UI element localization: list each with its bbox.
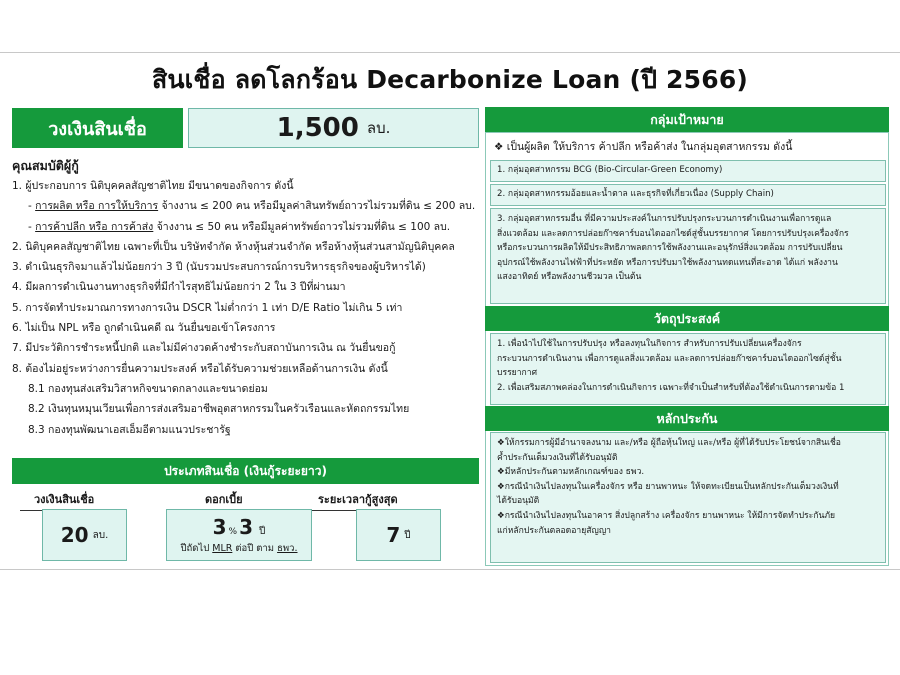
credit-limit-amount: 1,500 (276, 113, 359, 143)
interest-rate-value: 3 (212, 514, 227, 539)
sub-trade-rest: จ้างงาน ≤ 50 คน หรือมีมูลค่าทรัพย์ถาวรไม่รวมที่ดิน ≤ 100 ลบ. (153, 220, 451, 233)
qualifications-list (12, 176, 482, 440)
bottom-divider (0, 569, 900, 570)
fund-item-8-1: 8.1 กองทุนส่งเสริมวิสาหกิจขนาดกลางและขนาดย่อม (28, 382, 268, 395)
qualification-item-3: 3. ดำเนินธุรกิจมาแล้วไม่น้อยกว่า 3 ปี (นับรวมประสบการณ์การบริหารธุรกิจของผู้บริหารได้) (12, 261, 426, 274)
target-group-intro: ❖ เป็นผู้ผลิต ให้บริการ ค้าปลีก หรือค้าส่ง ในกลุ่มอุตสาหกรรม ดังนี้ (494, 141, 793, 153)
credit-limit-unit: ลบ. (366, 119, 391, 137)
qualification-sub-trade (12, 217, 482, 237)
max-term-heading: ระยะเวลากู้สูงสุด (318, 490, 398, 508)
credit-limit-value-box (188, 108, 479, 148)
loan-limit-heading: วงเงินสินเชื่อ (34, 490, 94, 508)
max-term-box (356, 509, 441, 561)
fund-item-8-2: 8.2 เงินทุนหมุนเวียนเพื่อการส่งเสริมอาชีพอุตสาหกรรมในครัวเรือนและหัตถกรรมไทย (28, 403, 410, 416)
loan-type-bar: ประเภทสินเชื่อ (เงินกู้ระยะยาว) (12, 458, 479, 484)
interest-years-value: 3 (239, 514, 254, 539)
credit-limit-label: วงเงินสินเชื่อ (12, 108, 183, 148)
qualification-item-8: 8. ต้องไม่อยู่ระหว่างการยื่นความประสงค์ หรือได้รับความช่วยเหลือด้านการเงิน ดังนี้ (12, 362, 388, 375)
page-title: สินเชื่อ ลดโลกร้อน Decarbonize Loan (ปี 2566) (151, 65, 749, 94)
loan-limit-value: 20 (60, 523, 89, 547)
interest-years-unit: ปี (259, 525, 266, 537)
target-group-heading: กลุ่มเป้าหมาย (485, 107, 889, 132)
qualification-sub-production (12, 196, 482, 216)
qualification-item-1: 1. ผู้ประกอบการ นิติบุคคลสัญชาติไทย มีขนาดของกิจการ ดังนี้ (12, 180, 294, 192)
qualification-item-5: 5. การจัดทำประมาณการทางการเงิน DSCR ไม่ต่ำกว่า 1 เท่า D/E Ratio ไม่เกิน 5 เท่า (12, 301, 403, 314)
interest-box (166, 509, 312, 561)
qualification-item-2: 2. นิติบุคคลสัญชาติไทย เฉพาะที่เป็น บริษัทจำกัด ห้างหุ้นส่วนจำกัด หรือห้างหุ้นส่วนสามัญนิติบุคคล (12, 240, 455, 253)
sub-production-rest: จ้างงาน ≤ 200 คน หรือมีมูลค่าสินทรัพย์ถาวรไม่รวมที่ดิน ≤ 200 ลบ. (158, 200, 476, 213)
sub-trade-label: การค้าปลีก หรือ การค้าส่ง (35, 220, 154, 233)
objectives-box: 1. เพื่อนำไปใช้ในการปรับปรุง หรือลงทุนในกิจการ สำหรับการปรับเปลี่ยนเครื่องจักร กระบวนการดำเนินงาน เพื่อการดูแลสิ่งแวดล้อม และลดการปล่อยก๊าซคาร์บอนไดออกไซด์สู่ชั้น บรรยากาศ 2. เพื่อเสริมสภาพคล่องในการดำเนินกิจการ เฉพาะที่จำเป็นสำหรับที่ต้องใช้ดำเนินการตามข้อ 1 (490, 333, 886, 405)
max-term-unit: ปี (404, 529, 411, 541)
max-term-value: 7 (386, 523, 401, 547)
fund-item-8-3: 8.3 กองทุนพัฒนาเอสเอ็มอีตามแนวประชารัฐ (28, 423, 231, 436)
interest-note: ปีถัดไป MLR ต่อปี ตาม ธพว. (180, 542, 298, 554)
qualifications-heading: คุณสมบัติผู้กู้ (12, 158, 79, 173)
target-group-3: 3. กลุ่มอุตสาหกรรมอื่น ที่มีความประสงค์ในการปรับปรุงกระบวนการดำเนินงานเพื่อการดูแล สิ่งแวดล้อม และลดการปล่อยก๊าซคาร์บอนไดออกไซด์สู่ชั้นบรรยากาศ โดยการปรับปรุงเครื่องจักร หรือกระบวนการผลิตให้มีประสิทธิภาพลดการใช้พลังงานและอนุรักษ์สิ่งแวดล้อม การปรับเปลี่ยน อุปกรณ์ใช้พลังงานไฟฟ้าที่ประหยัด หรือการปรับมาใช้พลังงานทดแทนที่สะอาด ได้แก่ พลังงาน แสงอาทิตย์ หรือพลังงานชีวมวล เป็นต้น (490, 208, 886, 304)
qualification-item-4: 4. มีผลการดำเนินงานทางธุรกิจที่มีกำไรสุทธิไม่น้อยกว่า 2 ใน 3 ปีที่ผ่านมา (12, 281, 346, 294)
top-divider (0, 52, 900, 53)
objectives-heading: วัตถุประสงค์ (485, 306, 889, 331)
interest-heading: ดอกเบี้ย (205, 490, 243, 508)
sub-dash: - (28, 200, 32, 213)
target-group-1: 1. กลุ่มอุตสาหกรรม BCG (Bio-Circular-Green Economy) (490, 160, 886, 182)
qualification-item-7: 7. มีประวัติการชำระหนี้ปกติ และไม่มีค่างวดค้างชำระกับสถาบันการเงิน ณ วันยื่นขอกู้ (12, 342, 396, 355)
loan-limit-box (42, 509, 127, 561)
interest-rate-pct: % (228, 526, 238, 537)
qualification-item-6: 6. ไม่เป็น NPL หรือ ถูกดำเนินคดี ณ วันยื่นขอเข้าโครงการ (12, 322, 276, 335)
collateral-box: ❖ให้กรรมการผู้มีอำนาจลงนาม และ/หรือ ผู้ถือหุ้นใหญ่ และ/หรือ ผู้ที่ได้รับประโยชน์จากสินเชื่อ ค้ำประกันเต็มวงเงินที่ได้รับอนุมัติ ❖มีหลักประกันตามหลักเกณฑ์ของ ธพว. ❖กรณีนำเงินไปลงทุนในเครื่องจักร หรือ ยานพาหนะ ให้จดทะเบียนเป็นหลักประกันเต็มวงเงินที่ ได้รับอนุมัติ ❖กรณีนำเงินไปลงทุนในอาคาร สิ่งปลูกสร้าง เครื่องจักร ยานพาหนะ ให้มีการจัดทำประกันภัย แก่หลักประกันตลอดอายุสัญญา (490, 432, 886, 563)
target-group-2: 2. กลุ่มอุตสาหกรรมอ้อยและน้ำตาล และธุรกิจที่เกี่ยวเนื่อง (Supply Chain) (490, 184, 886, 206)
collateral-heading: หลักประกัน (485, 406, 889, 431)
sub-dash: - (28, 220, 32, 233)
loan-limit-unit: ลบ. (92, 529, 109, 541)
sub-production-label: การผลิต หรือ การให้บริการ (35, 200, 159, 213)
